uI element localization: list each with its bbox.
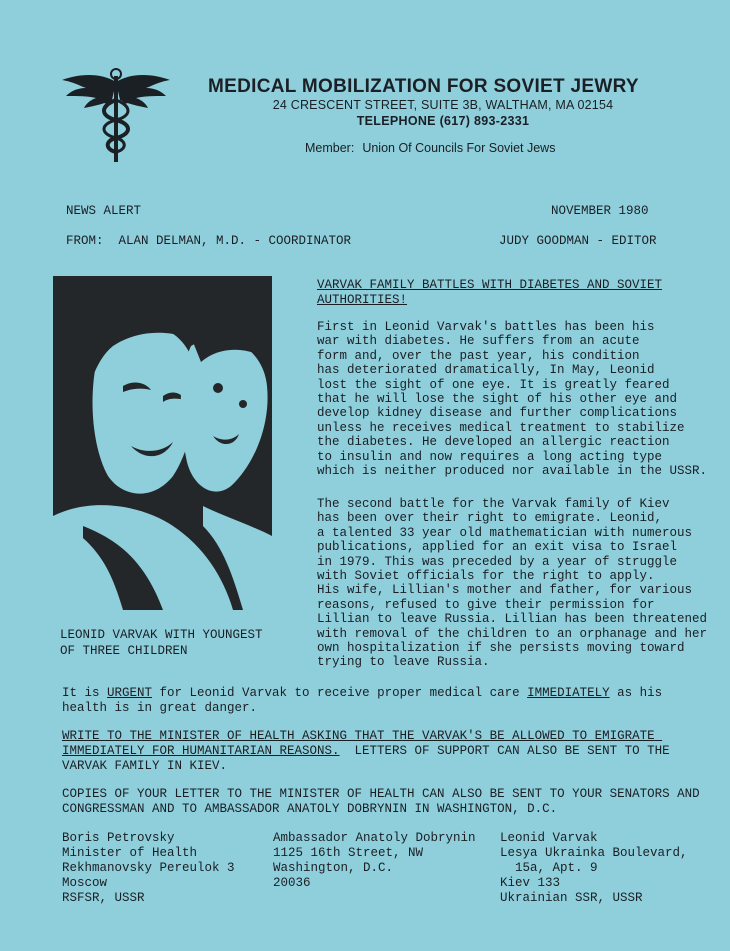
text-line: in 1979. This was preceded by a year of struggle (317, 554, 678, 569)
address-line: Boris Petrovsky (62, 831, 175, 845)
immediately-word: IMMEDIATELY (527, 686, 610, 700)
address-line: Rekhmanovsky Pereulok 3 (62, 861, 235, 875)
text-line: His wife, Lillian's mother and father, for various (317, 583, 693, 598)
text-line: lost the sight of one eye. It is greatly feared (317, 377, 670, 392)
text-span: It is (62, 686, 108, 700)
member-label: Member: (305, 141, 355, 155)
text-line: with removal of the children to an orphanage and her (317, 626, 708, 641)
text-line: publications, applied for an exit visa to Israel (317, 540, 678, 555)
family-photo (53, 276, 272, 610)
text-line: that he will lose the sight of his other eye and (317, 392, 678, 407)
issue-date: NOVEMBER 1980 (551, 204, 649, 218)
text-span: as his health is in great danger. (62, 686, 663, 715)
write-paragraph (62, 729, 712, 773)
address-line: RSFSR, USSR (62, 891, 145, 905)
photo-caption-line: LEONID VARVAK WITH YOUNGEST (60, 628, 263, 642)
address-line: Ambassador Anatoly Dobrynin (273, 831, 476, 845)
article-headline: VARVAK FAMILY BATTLES WITH DIABETES AND SOVIET AUTHORITIES! (317, 278, 663, 307)
text-line: which is neither produced nor available in the USSR. (317, 464, 708, 479)
address-line: Ukrainian SSR, USSR (500, 891, 643, 905)
text-line: The second battle for the Varvak family of Kiev (317, 497, 670, 511)
text-line: unless he receives medical treatment to stabilize (317, 420, 685, 435)
text-line: the diabetes. He developed an allergic reaction (317, 435, 670, 450)
member-line (305, 141, 555, 155)
address-line: 15a, Apt. 9 (500, 861, 598, 875)
address-line: Lesya Ukrainka Boulevard, (500, 846, 688, 860)
text-line: form and, over the past year, his condition (317, 348, 640, 363)
write-rest: LETTERS OF SUPPORT CAN ALSO BE SENT TO THE VARVAK FAMILY IN KIEV. (62, 743, 678, 773)
urgent-paragraph (62, 686, 712, 716)
address-line: Minister of Health (62, 846, 198, 860)
address-line: Kiev 133 (500, 876, 561, 890)
org-telephone: TELEPHONE (617) 893-2331 (356, 114, 530, 128)
address-block-varvak (500, 831, 720, 906)
photo-caption (60, 627, 290, 659)
news-alert-label: NEWS ALERT (66, 204, 142, 218)
address-line: Leonid Varvak (500, 831, 598, 845)
photo-caption-line: OF THREE CHILDREN (60, 644, 188, 658)
text-line: with Soviet officials for the right to apply. (317, 569, 655, 584)
caduceus-icon (60, 66, 172, 164)
address-block-ambassador (273, 831, 493, 891)
text-line: war with diabetes. He suffers from an acute (317, 334, 640, 349)
text-line: develop kidney disease and further complications (317, 406, 678, 421)
address-line: 1125 16th Street, NW (273, 846, 424, 860)
text-line: own hospitalization if she persists moving toward (317, 641, 685, 656)
urgent-word: URGENT (107, 686, 153, 700)
address-line: Moscow (62, 876, 108, 890)
member-org: Union Of Councils For Soviet Jews (362, 141, 556, 155)
address-block-minister (62, 831, 267, 906)
org-address: 24 CRESCENT STREET, SUITE 3B, WALTHAM, MA 02154 (272, 98, 614, 112)
from-line: FROM: ALAN DELMAN, M.D. - COORDINATOR (66, 234, 352, 248)
text-line: has deteriorated dramatically, In May, Leonid (317, 363, 655, 378)
text-line: Lillian to leave Russia. Lillian has been threatened (317, 612, 708, 627)
article-paragraph (317, 320, 712, 478)
text-line: reasons, refused to give their permission for (317, 597, 655, 612)
text-line: trying to leave Russia. (317, 655, 490, 670)
text-span: for Leonid Varvak to receive proper medical care (152, 686, 528, 700)
text-line: a talented 33 year old mathematician with numerous (317, 525, 693, 540)
text-line: First in Leonid Varvak's battles has been his (317, 320, 655, 334)
text-line: to insulin and now requires a long acting type (317, 449, 663, 464)
address-line: Washington, D.C. (273, 861, 394, 875)
editor-line: JUDY GOODMAN - EDITOR (499, 234, 657, 248)
copies-paragraph: COPIES OF YOUR LETTER TO THE MINISTER OF HEALTH CAN ALSO BE SENT TO YOUR SENATORS AND CONGRESSMAN AND TO AMBASSADOR ANATOLY DOBRYNIN IN WASHINGTON, D.C. (62, 787, 700, 816)
write-underlined: WRITE TO THE MINISTER OF HEALTH ASKING THAT THE VARVAK'S BE ALLOWED TO EMIGRATE IMMEDIATELY FOR HUMANITARIAN REASONS. (62, 729, 663, 758)
address-line: 20036 (273, 876, 311, 890)
org-name: MEDICAL MOBILIZATION FOR SOVIET JEWRY (208, 76, 639, 97)
text-line: has been over their right to emigrate. Leonid, (317, 511, 663, 526)
article-paragraph (317, 497, 712, 670)
